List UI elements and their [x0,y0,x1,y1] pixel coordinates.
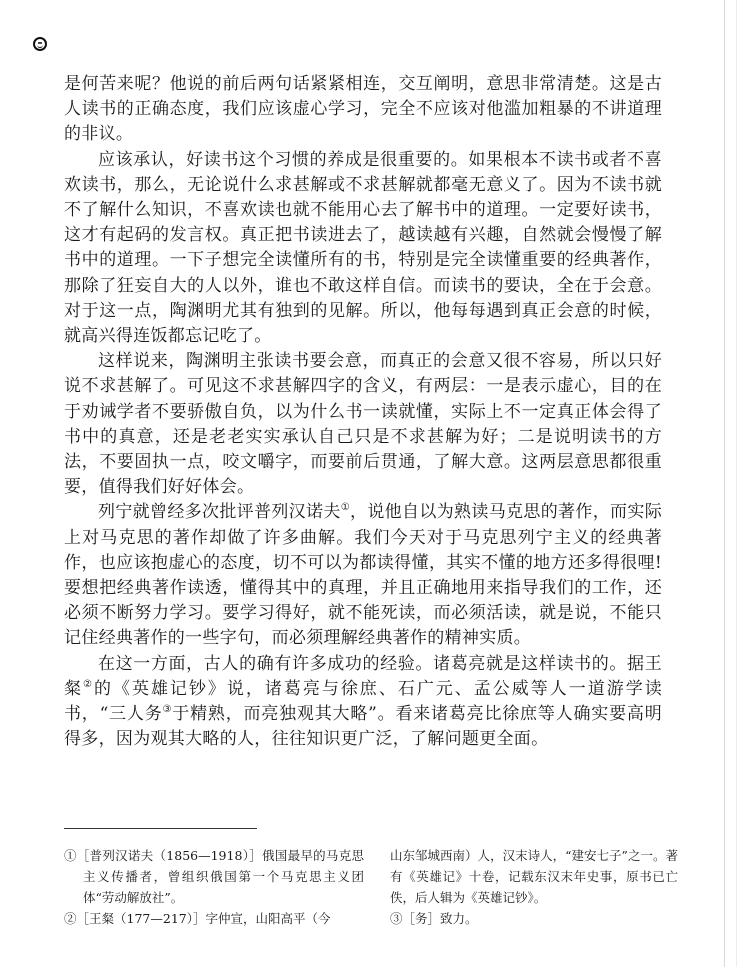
footnote-2-continued [390,845,678,908]
page-edge [724,0,725,967]
paragraph [64,72,662,148]
footnote-marker: ① [64,848,77,863]
paragraph-text: 应该承认，好读书这个习惯的养成是很重要的。如果根本不读书或者不喜欢读书，那么，无论说什么求甚解或不求甚解就都毫无意义了。因为不读书就不了解什么知识，不喜欢读也就不能用心去了解书中的道理。一定要好读书，这才有起码的发言权。真正把书读进去了，越读越有兴趣，自然就会慢慢了解书中的道理。一下子想完全读懂所有的书，特别是完全读懂重要的经典著作，那除了狂妄自大的人以外，谁也不敢这样自信。而读书的要诀，全在于会意。对于这一点，陶渊明尤其有独到的见解。所以，他每每遇到真正会意的时候，就高兴得连饭都忘记吃了。 [64,149,662,347]
footnote-ref[interactable]: ③ [162,704,173,716]
paragraph-text: 列宁就曾经多次批评普列汉诺夫 [98,502,341,523]
footnote-marker: ③ [390,911,403,926]
footnote-text: ［王粲（177—217）］字仲宣，山阳高平（今 [76,911,331,926]
footnotes-right-column [390,845,678,929]
paragraph [64,652,662,753]
smiley-icon [33,37,47,51]
footnote-text: ［务］致力。 [402,911,478,926]
main-text [64,72,662,752]
page-edge [736,0,737,967]
paragraph-text: 是何苦来呢？他说的前后两句话紧紧相连，交互阐明，意思非常清楚。这是古人读书的正确态度，我们应该虚心学习，完全不应该对他滥加粗暴的不讲道理的非议。 [64,74,662,145]
paragraph-text: 这样说来，陶渊明主张读书要会意，而真正的会意又很不容易，所以只好说不求甚解了。可见这不求甚解四字的含义，有两层：一是表示虚心，目的在于劝诫学者不要骄傲自负，以为什么书一读就懂，实际上不一定真正体会得了书中的真意，还是老老实实承认自己只是不求甚解为好；二是说明读书的方法，不要固执一点，咬文嚼字，而要前后贯通，了解大意。这两层意思都很重要，值得我们好好体会。 [64,351,662,498]
footnote-ref[interactable]: ① [340,502,351,514]
paragraph-text: 的《英雄记钞》说，诸葛亮与徐庶、石广元、孟公威等人一道游学读书，“三人务 [64,678,663,725]
paragraph-text: 在这一方面，古人的确有许多成功的经验。诸葛亮就是这样读书的。据王粲 [64,653,662,699]
footnote-marker: ② [64,911,77,926]
footnote-2 [64,908,364,929]
paragraph [64,148,662,350]
footnote-ref[interactable]: ② [83,678,94,690]
footnote-1 [64,845,364,908]
footnote-text: 山东邹城西南）人，汉末诗人，“建安七子”之一。著有《英雄记》十卷，记载东汉末年史事，原书已亡佚，后人辑为《英雄记钞》。 [390,848,678,905]
footnote-text: ［普列汉诺夫（1856—1918）］俄国最早的马克思主义传播者，曾组织俄国第一个马克思主义团体“劳动解放社”。 [76,848,364,905]
paragraph [64,349,662,500]
footnote-3 [390,908,678,929]
footnotes-left-column [64,845,364,929]
paragraph-text: 于精熟，而亮独观其大略”。看来诸葛亮比徐庶等人确实要高明得多，因为观其大略的人，往往知识更广泛，了解问题更全面。 [64,704,662,750]
paragraph [64,500,662,651]
paragraph-text: ，说他自以为熟读马克思的著作，而实际上对马克思的著作却做了许多曲解。我们今天对于马克思列宁主义的经典著作，也应该抱虚心的态度，切不可以为都读得懂，其实不懂的地方还多得很哩!要想把经典著作读透，懂得其中的真理，并且正确地用来指导我们的工作，还必须不断努力学习。要学习得好，就不能死读，而必须活读，就是说，不能只记住经典著作的一些字句，而必须理解经典著作的精神实质。 [64,502,663,649]
footnote-divider [64,828,257,829]
